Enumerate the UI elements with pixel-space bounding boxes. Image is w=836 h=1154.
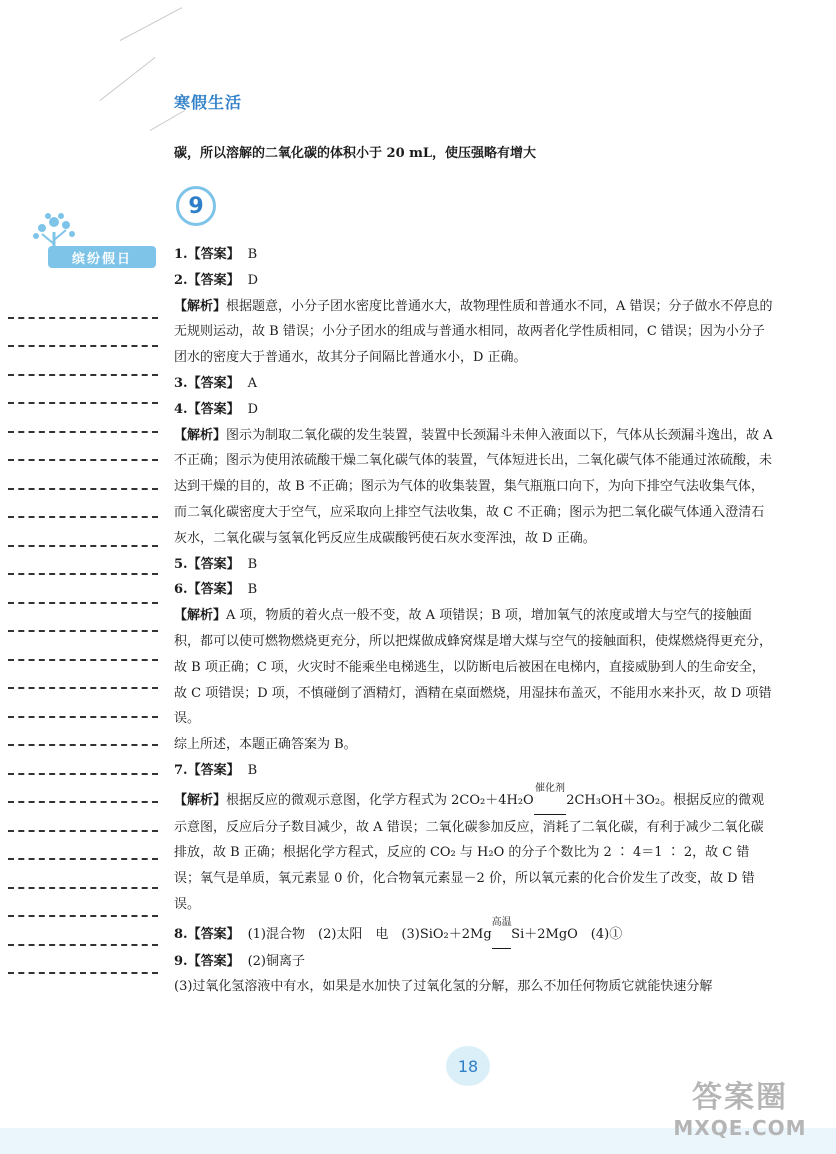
note-line — [8, 490, 158, 519]
answer-4 — [174, 397, 774, 423]
analysis-tag: 【解析】 — [174, 427, 227, 443]
answer-label: 8.【答案】 — [174, 926, 240, 942]
answer-content — [174, 242, 774, 1000]
decor-line — [120, 7, 182, 41]
chapter-number: 9 — [188, 193, 204, 219]
answer-3 — [174, 371, 774, 397]
note-line — [8, 803, 158, 832]
answer-value: A — [247, 375, 257, 391]
note-line — [8, 575, 158, 604]
analysis-4 — [174, 423, 774, 552]
note-line — [8, 433, 158, 462]
decor-line — [100, 57, 156, 101]
analysis-6 — [174, 603, 774, 732]
answer-value: B — [247, 762, 258, 778]
note-line — [8, 632, 158, 661]
note-line — [8, 718, 158, 747]
answer-label: 3.【答案】 — [174, 375, 240, 391]
answer-5 — [174, 552, 774, 578]
note-line — [8, 604, 158, 633]
analysis-text: 根据题意，小分子团水密度比普通水大，故物理性质和普通水不同，A 错误；分子做水不停息的无规则运动，故 B 错误；小分子团水的组成与普通水相同，故两者化学性质相同，C 错误；因为小分子团水的密度大于普通水，故其分子间隔比普通水小，D 正确。 — [174, 298, 773, 366]
answer-value-cont: Si＋2MgO (4)① — [511, 926, 623, 942]
note-line — [8, 946, 158, 975]
note-line — [8, 518, 158, 547]
analysis-tag: 【解析】 — [174, 608, 227, 624]
page-number: 18 — [446, 1046, 490, 1086]
answer-value: (1)混合物 (2)太阳 电 (3)SiO₂＋2Mg — [247, 926, 492, 942]
note-line — [8, 319, 158, 348]
answer-value: (2)铜离子 — [247, 953, 305, 969]
note-line — [8, 347, 158, 376]
answer-6 — [174, 577, 774, 603]
note-lines — [8, 290, 158, 974]
answer-label: 9.【答案】 — [174, 953, 240, 969]
note-line — [8, 290, 158, 319]
analysis-tag: 【解析】 — [174, 792, 227, 808]
page-header-title: 寒假生活 — [174, 93, 243, 112]
answer-9 — [174, 949, 774, 975]
note-line — [8, 461, 158, 490]
note-line — [8, 404, 158, 433]
answer-label: 5.【答案】 — [174, 556, 240, 572]
note-line — [8, 860, 158, 889]
chapter-number-badge — [176, 186, 216, 226]
analysis-text: A 项，物质的着火点一般不变，故 A 项错误；B 项，增加氧气的浓度或增大与空气的接触面积，都可以使可燃物燃烧更充分，所以把煤做成蜂窝煤是增大煤与空气的接触面积，使煤燃烧得更充分，故 B 项正确；C 项，火灾时不能乘坐电梯逃生，以防断电后被困在电梯内，直接威胁到人的生命安全，故 C 项错误；D 项，不慎碰倒了酒精灯，酒精在桌面燃烧，用湿抹布盖灭，不能用水来扑灭，故 D 项错误。 — [174, 608, 773, 727]
continued-text: 碳，所以溶解的二氧化碳的体积小于 20 mL，使压强略有增大 — [174, 146, 537, 161]
note-line — [8, 661, 158, 690]
answer-label: 4.【答案】 — [174, 401, 240, 417]
note-line — [8, 832, 158, 861]
answer-9-part-3: (3)过氧化氢溶液中有水，如果是水加快了过氧化氢的分解，那么不加任何物质它就能快速分解 — [174, 979, 713, 995]
note-line — [8, 917, 158, 946]
answer-value: B — [247, 582, 258, 598]
sidebar-label: 缤纷假日 — [48, 246, 156, 268]
answer-value: D — [247, 401, 259, 417]
analysis-7 — [174, 782, 774, 918]
decor-line — [150, 110, 185, 131]
answer-1 — [174, 242, 774, 268]
note-line — [8, 746, 158, 775]
note-line — [8, 376, 158, 405]
note-line — [8, 547, 158, 576]
analysis-text-cont: 2CH₃OH＋3O₂。根据反应的微观示意图，反应后分子数目减少，故 A 错误；二氧化碳参加反应，消耗了二氧化碳，有利于减少二氧化碳排放，故 B 正确；根据化学方程式，反应的 CO₂ 与 H₂O 的分子个数比为 2 ∶ 4＝1 ∶ 2，故 C 错误；氧气是单质，氧元素显 0 价，化合物氧元素显－2 价，所以氧元素的化合价发生了改变，故 D 错误。 — [174, 792, 765, 912]
reaction-arrow — [491, 916, 512, 949]
note-line — [8, 889, 158, 918]
answer-label: 1.【答案】 — [174, 247, 240, 262]
summary-6: 综上所述，本题正确答案为 B。 — [174, 737, 357, 753]
answer-8 — [174, 916, 774, 949]
watermark-title: 答案圈 — [692, 1080, 788, 1115]
answer-2 — [174, 268, 774, 294]
reaction-condition: 高温 — [491, 916, 512, 928]
analysis-tag: 【解析】 — [174, 298, 227, 314]
answer-label: 2.【答案】 — [174, 272, 240, 288]
analysis-text: 根据反应的微观示意图，化学方程式为 2CO₂＋4H₂O — [226, 792, 534, 808]
answer-7 — [174, 758, 774, 784]
answer-value: B — [247, 556, 258, 572]
answer-label: 6.【答案】 — [174, 582, 240, 598]
analysis-2 — [174, 294, 774, 371]
note-line — [8, 689, 158, 718]
answer-value: B — [247, 247, 258, 262]
note-line — [8, 775, 158, 804]
watermark — [650, 1072, 830, 1152]
analysis-text: 图示为制取二氧化碳的发生装置，装置中长颈漏斗未伸入液面以下，气体从长颈漏斗逸出，故 A 不正确；图示为使用浓硫酸干燥二氧化碳气体的装置，气体短进长出，二氧化碳气体不能通过浓硫酸，未达到干燥的目的，故 B 不正确；图示为气体的收集装置，集气瓶瓶口向下，为向下排空气法收集气体，而二氧化碳密度大于空气，应采取向上排空气法收集，故 C 不正确；图示为把二氧化碳气体通入澄清石灰水，二氧化碳与氢氧化钙反应生成碳酸钙使石灰水变浑浊，故 D 正确。 — [174, 427, 773, 546]
reaction-condition: 催化剂 — [534, 782, 565, 794]
answer-label: 7.【答案】 — [174, 762, 240, 778]
answer-value: D — [247, 272, 259, 288]
watermark-url: MXQE.COM — [673, 1116, 807, 1140]
reaction-arrow — [534, 782, 567, 815]
